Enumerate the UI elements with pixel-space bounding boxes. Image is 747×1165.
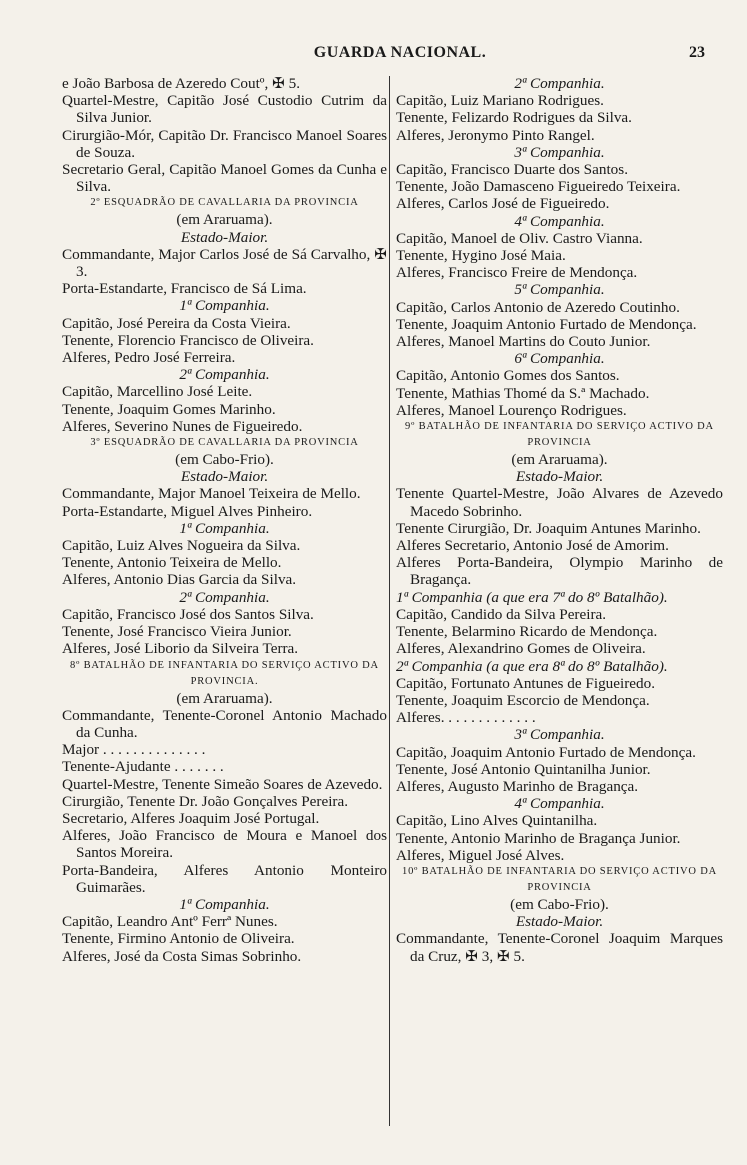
subsection-heading: 1ª Companhia. [179, 895, 270, 913]
roster-entry: Tenente, Belarmino Ricardo de Mendonça. [396, 623, 658, 641]
roster-entry: Tenente, João Damasceno Figueiredo Teixeira. [396, 178, 681, 196]
roster-entry: Tenente-Ajudante . . . . . . . [62, 758, 224, 776]
roster-entry: Capitão, Marcellino José Leite. [62, 383, 253, 401]
roster-entry: Tenente, Florencio Francisco de Oliveira. [62, 331, 314, 349]
roster-entry: Capitão, Candido da Silva Pereira. [396, 605, 607, 623]
subsection-heading: 2ª Companhia. [179, 366, 270, 384]
roster-entry: Alferes, Augusto Marinho de Bragança. [396, 777, 639, 795]
roster-entry: Secretario Geral, Capitão Manoel Gomes da Cunha e Silva. [62, 161, 387, 196]
roster-entry: Alferes. . . . . . . . . . . . . [396, 709, 536, 727]
roster-entry: Capitão, Antonio Gomes dos Santos. [396, 367, 620, 385]
roster-entry: Capitão, Luiz Mariano Rodrigues. [396, 92, 604, 110]
roster-entry: Tenente, Felizardo Rodrigues da Silva. [396, 109, 632, 127]
column-divider [389, 76, 390, 1126]
roster-entry: Alferes Porta-Bandeira, Olympio Marinho de Bragança. [396, 554, 723, 589]
roster-entry: Alferes, Miguel José Alves. [396, 846, 565, 864]
roster-entry: Alferes, Manoel Lourenço Rodrigues. [396, 401, 627, 419]
subsection-heading: 6ª Companhia. [514, 350, 605, 368]
roster-entry: Tenente, José Antonio Quintanilha Junior. [396, 760, 651, 778]
roster-entry: Porta-Bandeira, Alferes Antonio Monteiro Guimarães. [62, 861, 387, 896]
roster-entry: Tenente, Joaquim Escorcio de Mendonça. [396, 691, 650, 709]
roster-entry: Capitão, Francisco Duarte dos Santos. [396, 161, 628, 179]
location-note: (em Cabo-Frio). [510, 895, 609, 913]
left-column [62, 75, 387, 965]
roster-entry: Capitão, Leandro Antº Ferrª Nunes. [62, 913, 278, 931]
subsection-heading: Estado-Maior. [515, 913, 604, 931]
section-heading: 10º BATALHÃO DE INFANTARIA DO SERVIÇO ACTIVO DA PROVINCIA [402, 865, 717, 893]
roster-entry: Alferes, Carlos José de Figueiredo. [396, 195, 610, 213]
section-heading: 2º ESQUADRÃO DE CAVALLARIA DA PROVINCIA [90, 197, 359, 209]
roster-entry: Alferes, Pedro José Ferreira. [62, 349, 236, 367]
roster-entry: Tenente, Hygino José Maia. [396, 247, 566, 265]
roster-entry: e João Barbosa de Azeredo Coutº, ✠ 5. [62, 75, 301, 92]
roster-entry: Tenente, Joaquim Gomes Marinho. [62, 400, 276, 418]
page-header [0, 44, 747, 68]
roster-entry: Tenente, Antonio Teixeira de Mello. [62, 554, 282, 572]
subsection-heading: 4ª Companhia. [514, 795, 605, 813]
roster-entry: Commandante, Major Manoel Teixeira de Mello. [62, 485, 361, 503]
roster-entry: Secretario, Alferes Joaquim José Portugal. [62, 809, 320, 827]
roster-entry: Cirurgião, Tenente Dr. João Gonçalves Pereira. [62, 792, 349, 810]
page-number: 23 [689, 44, 705, 61]
roster-entry: Commandante, Tenente-Coronel Antonio Machado da Cunha. [62, 706, 387, 741]
roster-entry: Alferes, José Liborio da Silveira Terra. [62, 640, 299, 658]
roster-entry: Capitão, Francisco José dos Santos Silva. [62, 605, 314, 623]
roster-entry: Porta-Estandarte, Francisco de Sá Lima. [62, 280, 307, 298]
subsection-heading: Estado-Maior. [180, 228, 269, 246]
right-column [396, 75, 723, 965]
subsection-heading: 3ª Companhia. [514, 726, 605, 744]
roster-entry: Capitão, Fortunato Antunes de Figueiredo. [396, 674, 655, 692]
roster-entry: Tenente Quartel-Mestre, João Alvares de Azevedo Macedo Sobrinho. [396, 485, 723, 520]
roster-entry: Tenente, José Francisco Vieira Junior. [62, 623, 292, 641]
roster-entry: Capitão, Luiz Alves Nogueira da Silva. [62, 537, 301, 555]
subsection-heading: Estado-Maior. [515, 468, 604, 486]
company-note: 1ª Companhia (a que era 7ª do 8º Batalhão). [396, 588, 668, 606]
subsection-heading: 1ª Companhia. [179, 297, 270, 315]
subsection-heading: 5ª Companhia. [514, 281, 605, 299]
roster-entry: Tenente, Firmino Antonio de Oliveira. [62, 930, 295, 948]
subsection-heading: 3ª Companhia. [514, 143, 605, 161]
roster-entry: Alferes, Alexandrino Gomes de Oliveira. [396, 640, 646, 658]
roster-entry: Cirurgião-Mór, Capitão Dr. Francisco Manoel Soares de Souza. [62, 126, 387, 161]
location-note: (em Cabo-Frio). [175, 451, 274, 469]
roster-entry: Commandante, Major Carlos José de Sá Carvalho, ✠ 3. [62, 245, 387, 281]
roster-entry: Quartel-Mestre, Capitão José Custodio Cutrim da Silva Junior. [62, 92, 387, 127]
roster-entry: Tenente, Joaquim Antonio Furtado de Mendonça. [396, 315, 697, 333]
subsection-heading: Estado-Maior. [180, 468, 269, 486]
running-title: GUARDA NACIONAL. [313, 44, 487, 61]
roster-entry: Capitão, Manoel de Oliv. Castro Vianna. [396, 229, 643, 247]
subsection-heading: 2ª Companhia. [514, 75, 605, 92]
roster-entry: Tenente, Antonio Marinho de Bragança Junior. [396, 829, 681, 847]
section-heading: 8º BATALHÃO DE INFANTARIA DO SERVIÇO ACTIVO DA PROVINCIA. [70, 659, 379, 687]
subsection-heading: 2ª Companhia. [179, 588, 270, 606]
roster-entry: Capitão, Carlos Antonio de Azeredo Coutinho. [396, 298, 680, 316]
roster-entry: Capitão, Joaquim Antonio Furtado de Mendonça. [396, 743, 696, 761]
roster-entry: Capitão, José Pereira da Costa Vieira. [62, 314, 291, 332]
location-note: (em Araruama). [176, 211, 273, 229]
location-note: (em Araruama). [176, 689, 273, 707]
roster-entry: Alferes, Antonio Dias Garcia da Silva. [62, 571, 297, 589]
subsection-heading: 4ª Companhia. [514, 212, 605, 230]
section-heading: 9º BATALHÃO DE INFANTARIA DO SERVIÇO ACTIVO DA PROVINCIA [405, 421, 714, 449]
section-heading: 3º ESQUADRÃO DE CAVALLARIA DA PROVINCIA [90, 437, 359, 449]
roster-entry: Commandante, Tenente-Coronel Joaquim Marques da Cruz, ✠ 3, ✠ 5. [396, 930, 723, 965]
roster-entry: Alferes, José da Costa Simas Sobrinho. [62, 947, 302, 965]
location-note: (em Araruama). [511, 451, 608, 469]
roster-entry: Tenente Cirurgião, Dr. Joaquim Antunes Marinho. [396, 519, 701, 537]
roster-entry: Quartel-Mestre, Tenente Simeão Soares de Azevedo. [62, 775, 383, 793]
subsection-heading: 1ª Companhia. [179, 519, 270, 537]
roster-entry: Alferes, João Francisco de Moura e Manoel dos Santos Moreira. [62, 827, 387, 862]
roster-entry: Alferes, Severino Nunes de Figueiredo. [62, 417, 303, 435]
roster-entry: Capitão, Lino Alves Quintanilha. [396, 812, 598, 830]
roster-entry: Alferes, Francisco Freire de Mendonça. [396, 264, 638, 282]
roster-entry: Major . . . . . . . . . . . . . . [62, 741, 206, 759]
roster-entry: Alferes Secretario, Antonio José de Amorim. [396, 537, 669, 555]
roster-entry: Alferes, Jeronymo Pinto Rangel. [396, 126, 595, 144]
roster-entry: Alferes, Manoel Martins do Couto Junior. [396, 333, 651, 351]
roster-entry: Tenente, Mathias Thomé da S.ª Machado. [396, 384, 650, 402]
company-note: 2ª Companhia (a que era 8ª do 8º Batalhão). [396, 657, 668, 675]
roster-entry: Porta-Estandarte, Miguel Alves Pinheiro. [62, 502, 313, 520]
